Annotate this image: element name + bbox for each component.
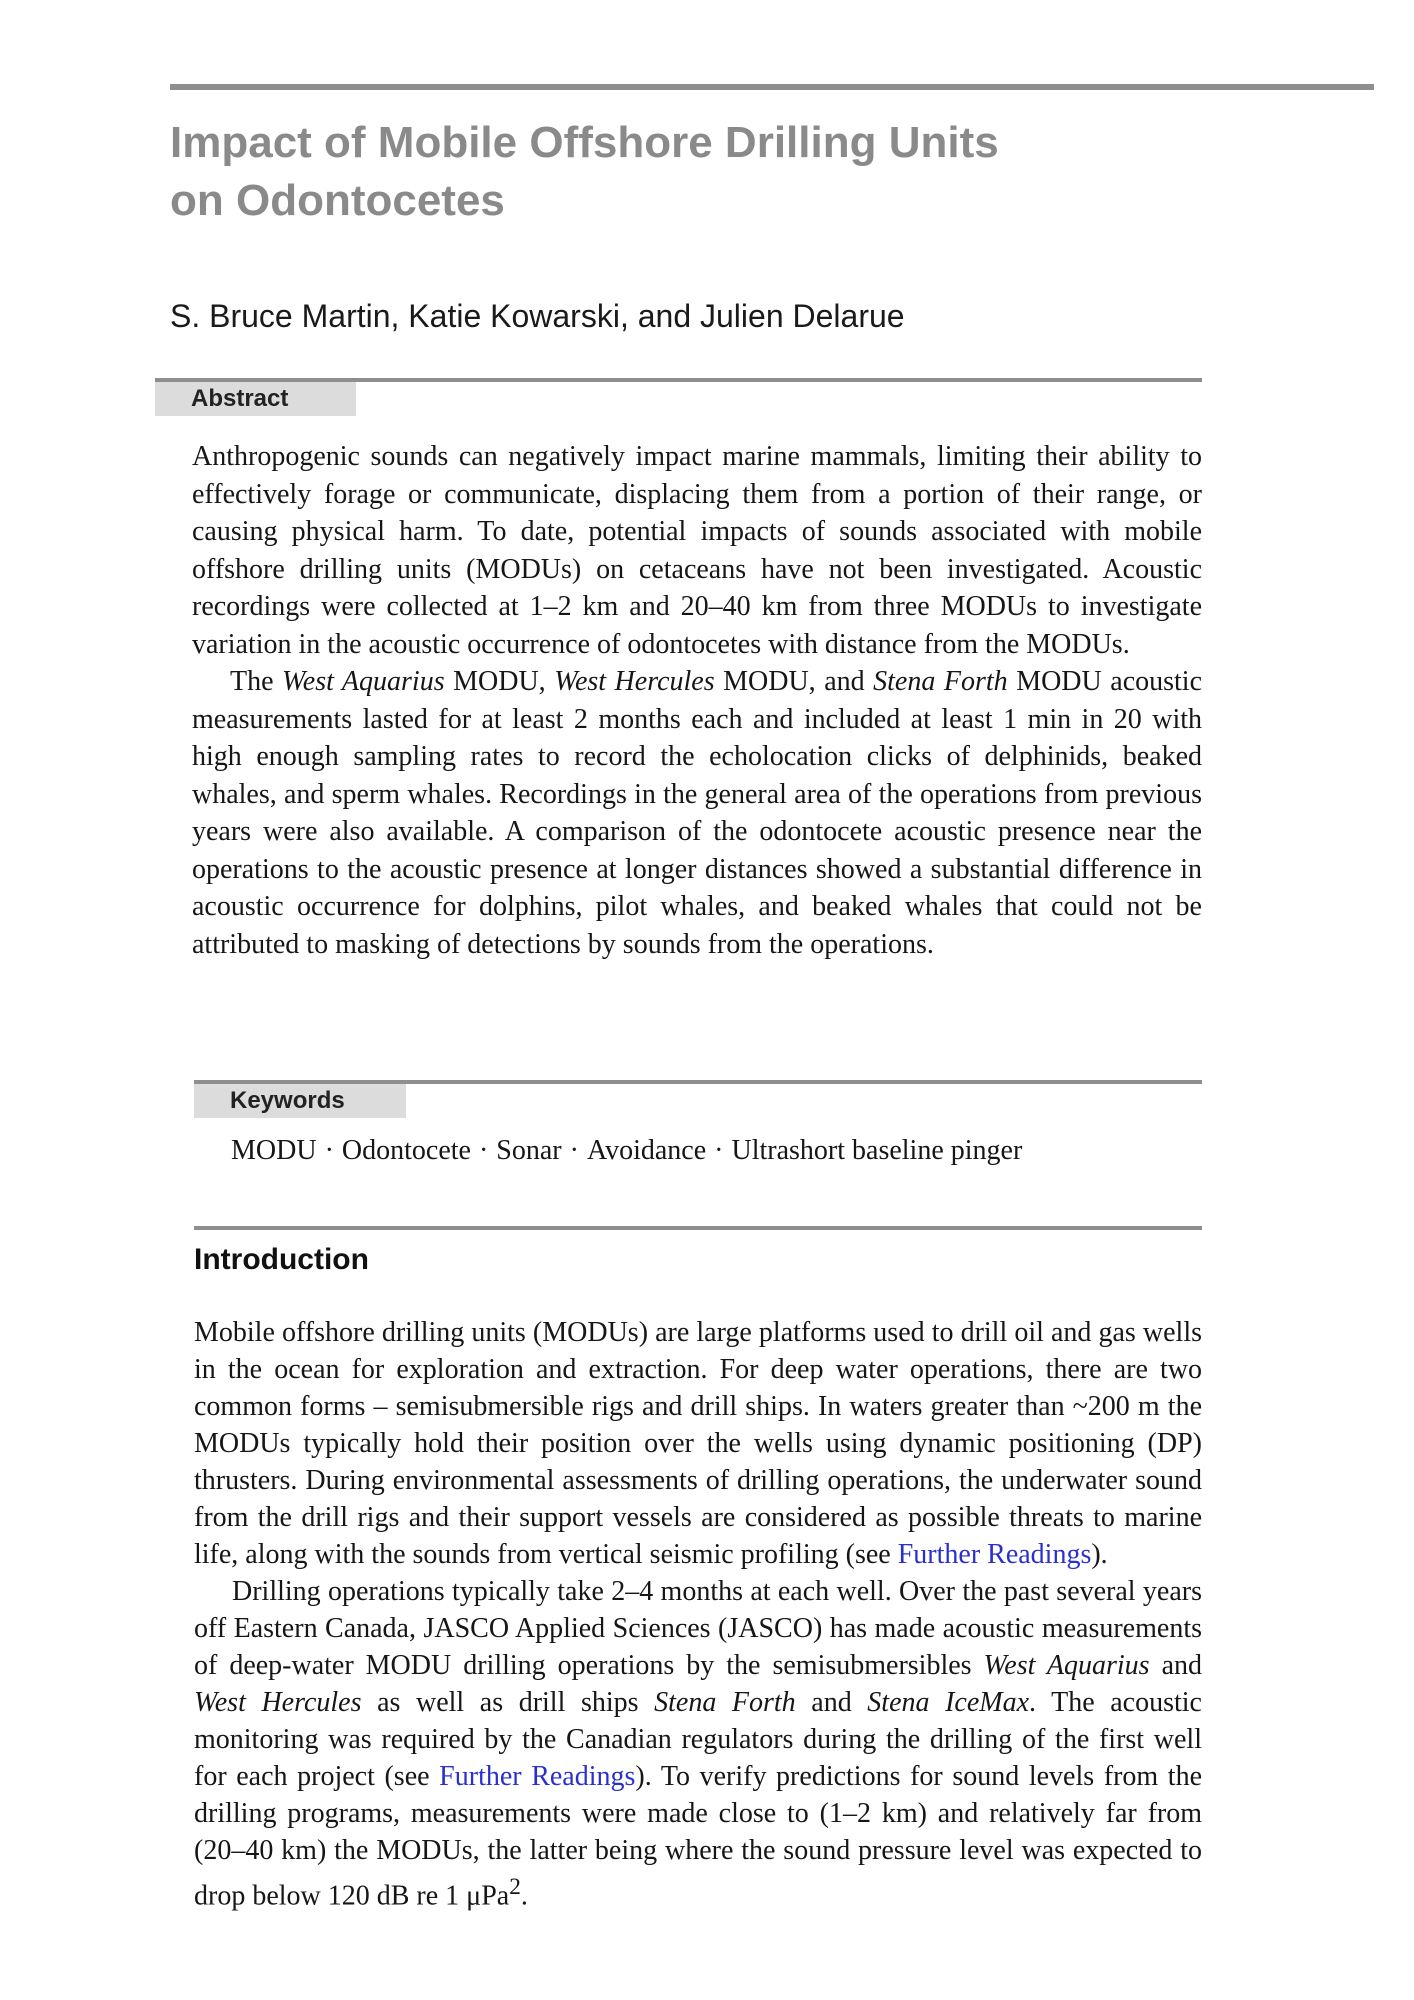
keywords-heading: Keywords [230,1087,345,1114]
further-readings-link[interactable]: Further Readings [439,1761,636,1792]
further-readings-link[interactable]: Further Readings [897,1539,1092,1570]
ship-name: Stena IceMax [867,1687,1030,1718]
introduction-heading: Introduction [194,1243,369,1276]
chapter-title [170,114,1270,230]
top-rule [170,84,1374,90]
introduction-paragraph-2: Drilling operations typically take 2–4 months at each well. Over the past several years off Eastern Canada, JASCO Applied Sciences (JASCO) has made acoustic measurements of deep-water MODU drilling operations by the semisubmersibles West Aquarius and West Hercules as well as drill ships Stena Forth and Stena IceMax. The acoustic monitoring was required by the Canadian regulators during the drilling of the first well for each project (see Further Readings). To verify predictions for sound levels from the drilling programs, measurements were made close to (1–2 km) and relatively far from (20–40 km) the MODUs, the latter being where the sound pressure level was expected to drop below 120 dB re 1 μPa$^2$. [194,1576,1202,1912]
abstract-body [192,438,1202,963]
title-line-2: on Odontocetes [170,176,505,225]
keyword-separator: · [478,1135,489,1166]
keywords-list [231,1133,1022,1169]
keyword: Ultrashort baseline pinger [731,1135,1023,1166]
abstract-label-box [155,382,356,416]
keyword: Sonar [496,1135,562,1166]
ship-name: Stena Forth [654,1687,796,1718]
abstract-paragraph-2: The West Aquarius MODU, West Hercules MODU, and Stena Forth MODU acoustic measurements lasted for at least 2 months each and included at least 1 min in 20 with high enough sampling rates to record the echolocation clicks of delphinids, beaked whales, and sperm whales. Recordings in the general area of the operations from previous years were also available. A comparison of the odontocete acoustic presence near the operations to the acoustic presence at longer distances showed a substantial difference in acoustic occurrence for dolphins, pilot whales, and beaked whales that could not be attributed to masking of detections by sounds from the operations. [192,666,1202,960]
ship-name: Stena Forth [873,666,1008,697]
abstract-paragraph-1: Anthropogenic sounds can negatively impact marine mammals, limiting their ability to effectively forage or communicate, displacing them from a portion of their range, or causing physical harm. To date, potential impacts of sounds associated with mobile offshore drilling units (MODUs) on cetaceans have not been investigated. Acoustic recordings were collected at 1–2 km and 20–40 km from three MODUs to investigate variation in the acoustic occurrence of odontocetes with distance from the MODUs. [192,441,1202,660]
introduction-body [194,1314,1202,1914]
keyword-separator: · [569,1135,579,1166]
introduction-rule [194,1226,1202,1230]
title-line-1: Impact of Mobile Offshore Drilling Units [170,118,999,167]
superscript: 2 [509,1874,521,1900]
ship-name: West Hercules [194,1687,362,1718]
author-list: S. Bruce Martin, Katie Kowarski, and Julien Delarue [170,298,905,334]
introduction-paragraph-1: Mobile offshore drilling units (MODUs) are large platforms used to drill oil and gas wells in the ocean for exploration and extraction. For deep water operations, there are two common forms – semisubmersible rigs and drill ships. In waters greater than ~200 m the MODUs typically hold their position over the wells using dynamic positioning (DP) thrusters. During environmental assessments of drilling operations, the underwater sound from the drill rigs and their support vessels are considered as possible threats to marine life, along with the sounds from vertical seismic profiling (see Further Readings). [194,1317,1202,1570]
ship-name: West Aquarius [983,1650,1150,1681]
ship-name: West Aquarius [282,666,445,697]
ship-name: West Hercules [554,666,715,697]
abstract-heading: Abstract [191,385,289,412]
keywords-label-box [194,1084,406,1118]
keyword-separator: · [324,1135,334,1166]
keyword-separator: · [714,1135,724,1166]
keyword: MODU [231,1135,317,1166]
keyword: Avoidance [586,1135,707,1166]
keyword: Odontocete [341,1135,471,1166]
